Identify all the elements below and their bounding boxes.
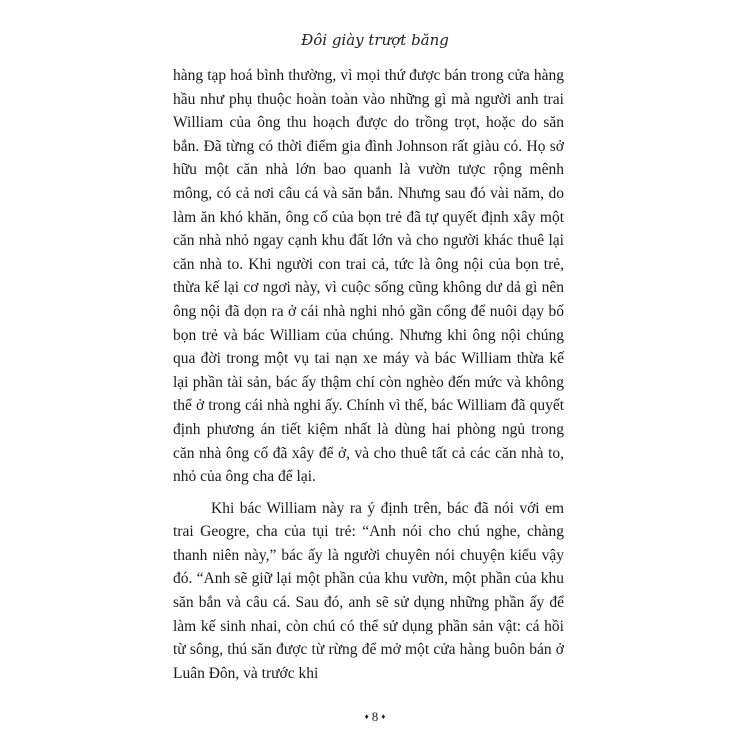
page-number: 8 — [371, 709, 379, 724]
diamond-ornament-icon: ♦ — [364, 712, 369, 721]
paragraph: Khi bác William này ra ý định trên, bác đã nói với em trai Geogre, cha của tụi trẻ: “Anh nói cho chú nghe, chàng thanh niên này,” bác ấy là người chuyên nói chuyện kiểu vậy đó. “Anh sẽ giữ lại một phần của khu vườn, một phần của khu săn bắn và câu cá. Sau đó, anh sẽ sử dụng những phần ấy để làm kế sinh nhai, còn chú có thể sử dụng phần sản vật: cá hồi từ sông, thú săn được từ rừng để mở một cửa hàng buôn bán ở Luân Đôn, và trước khi — [173, 499, 564, 682]
diamond-ornament-icon: ♦ — [381, 712, 386, 721]
page-number-footer — [0, 709, 750, 725]
body-text — [173, 64, 564, 685]
running-header-title: Đôi giày trượt băng — [301, 31, 449, 49]
paragraph: hàng tạp hoá bình thường, vì mọi thứ được bán trong cửa hàng hầu như phụ thuộc hoàn toàn vào những gì mà người anh trai William của ông thu hoạch được do trồng trọt, hoặc do săn bắn. Đã từng có thời điểm gia đình Johnson rất giàu có. Họ sở hữu một căn nhà lớn bao quanh là vườn tược rộng mênh mông, có cả nơi câu cá và săn bắn. Nhưng sau đó vài năm, do làm ăn khó khăn, ông cố của bọn trẻ đã tự quyết định xây một căn nhà nhỏ ngay cạnh khu đất lớn và cho người khác thuê lại căn nhà to. Khi người con trai cả, tức là ông nội của bọn trẻ, thừa kế lại cơ ngơi này, vì cuộc sống cũng không dư dả gì nên ông nội đã dọn ra ở cái nhà nghi nhỏ gần cổng để nuôi dạy bố bọn trẻ và bác William của chúng. Nhưng khi ông nội chúng qua đời trong một vụ tai nạn xe máy và bác William thừa kế lại phần tài sản, bác ấy thậm chí còn nghèo đến mức và không thể ở trong cái nhà nghi ấy. Chính vì thế, bác William đã quyết định phương án tiết kiệm nhất là dùng hai phòng ngủ trong căn nhà ông cố đã xây để ở, và cho thuê tất cả các căn nhà to, nhỏ của ông cha để lại. — [173, 67, 564, 486]
